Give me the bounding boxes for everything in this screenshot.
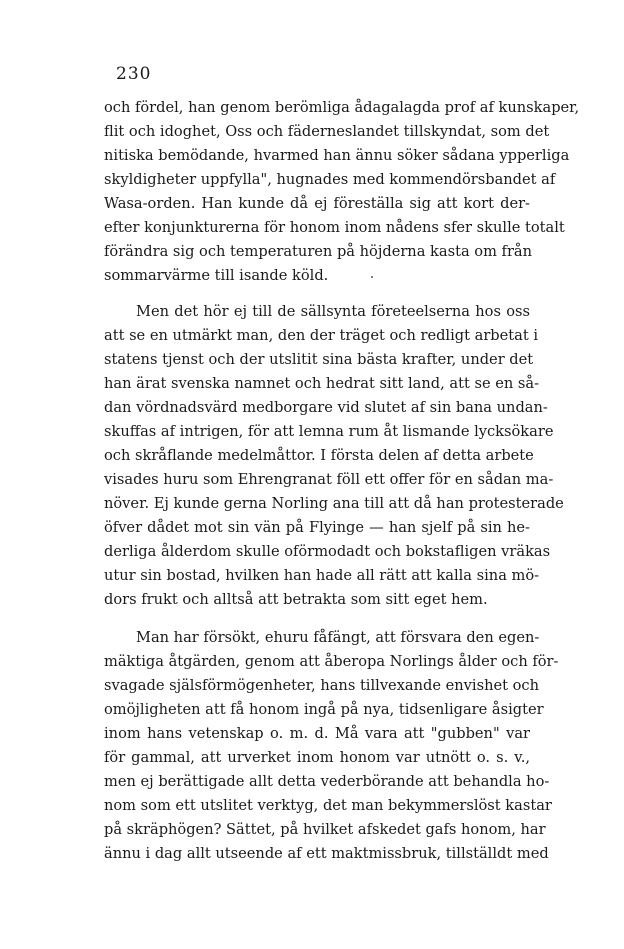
text-line: Man har försökt, ehuru fåfängt, att försvara den egen-: [136, 629, 540, 646]
text-line: ännu i dag allt utseende af ett maktmissbruk, tillställdt med: [104, 845, 549, 862]
page-number: 230: [116, 64, 152, 84]
text-line: skyldigheter uppfylla", hugnades med kommendörsbandet af: [104, 171, 556, 188]
text-line: dors frukt och alltså att betrakta som sitt eget hem.: [104, 591, 488, 608]
text-line: utur sin bostad, hvilken han hade all rätt att kalla sina mö-: [104, 567, 540, 584]
text-line: efter konjunkturerna för honom inom nådens sfer skulle totalt: [104, 219, 565, 236]
text-line: Wasa-orden. Han kunde då ej föreställa sig att kort der-: [104, 195, 530, 212]
text-line: svagade själsförmögenheter, hans tillvexande envishet och: [104, 677, 539, 694]
text-line: inom hans vetenskap o. m. d. Må vara att "gubben" var: [104, 725, 530, 742]
text-line: növer. Ej kunde gerna Norling ana till att då han protesterade: [104, 495, 564, 512]
text-line: omöjligheten att få honom ingå på nya, tidsenligare åsigter: [104, 701, 544, 718]
text-line: men ej berättigade allt detta vederbörande att behandla ho-: [104, 773, 550, 790]
text-line: på skräphögen? Sättet, på hvilket afskedet gafs honom, har: [104, 821, 546, 838]
text-line: och skråflande medelmåttor. I första delen af detta arbete: [104, 447, 534, 464]
text-line: förändra sig och temperaturen på höjderna kasta om från: [104, 243, 533, 260]
text-line: dan vördnadsvärd medborgare vid slutet af sin bana undan-: [104, 399, 548, 416]
text-line: mäktiga åtgärden, genom att åberopa Norlings ålder och för-: [104, 653, 559, 670]
text-line: derliga ålderdom skulle oförmodadt och bokstafligen vräkas: [104, 543, 551, 560]
text-line: sommarvärme till isande köld.: [104, 267, 329, 284]
text-line: öfver dådet mot sin vän på Flyinge — han sjelf på sin he-: [104, 519, 530, 536]
text-line: för gammal, att urverket inom honom var utnött o. s. v.,: [104, 749, 530, 766]
text-line: Men det hör ej till de sällsynta företeelserna hos oss: [136, 303, 530, 320]
text-line: nitiska bemödande, hvarmed han ännu söker sådana ypperliga: [104, 147, 570, 164]
text-line: statens tjenst och der utslitit sina bästa krafter, under det: [104, 351, 534, 368]
text-line: nom som ett utslitet verktyg, det man bekymmerslöst kastar: [104, 797, 552, 814]
stray-ink-dot: [371, 276, 373, 278]
text-line: och fördel, han genom berömliga ådagalagda prof af kunskaper,: [104, 99, 580, 116]
text-line: att se en utmärkt man, den der träget och redligt arbetat i: [104, 327, 539, 344]
text-line: visades huru som Ehrengranat föll ett offer för en sådan ma-: [104, 471, 554, 488]
text-line: flit och idoghet, Oss och fäderneslandet tillskyndat, som det: [104, 123, 550, 140]
text-line: skuffas af intrigen, för att lemna rum åt lismande lycksökare: [104, 423, 554, 440]
text-line: han ärat svenska namnet och hedrat sitt land, att se en så-: [104, 375, 540, 392]
